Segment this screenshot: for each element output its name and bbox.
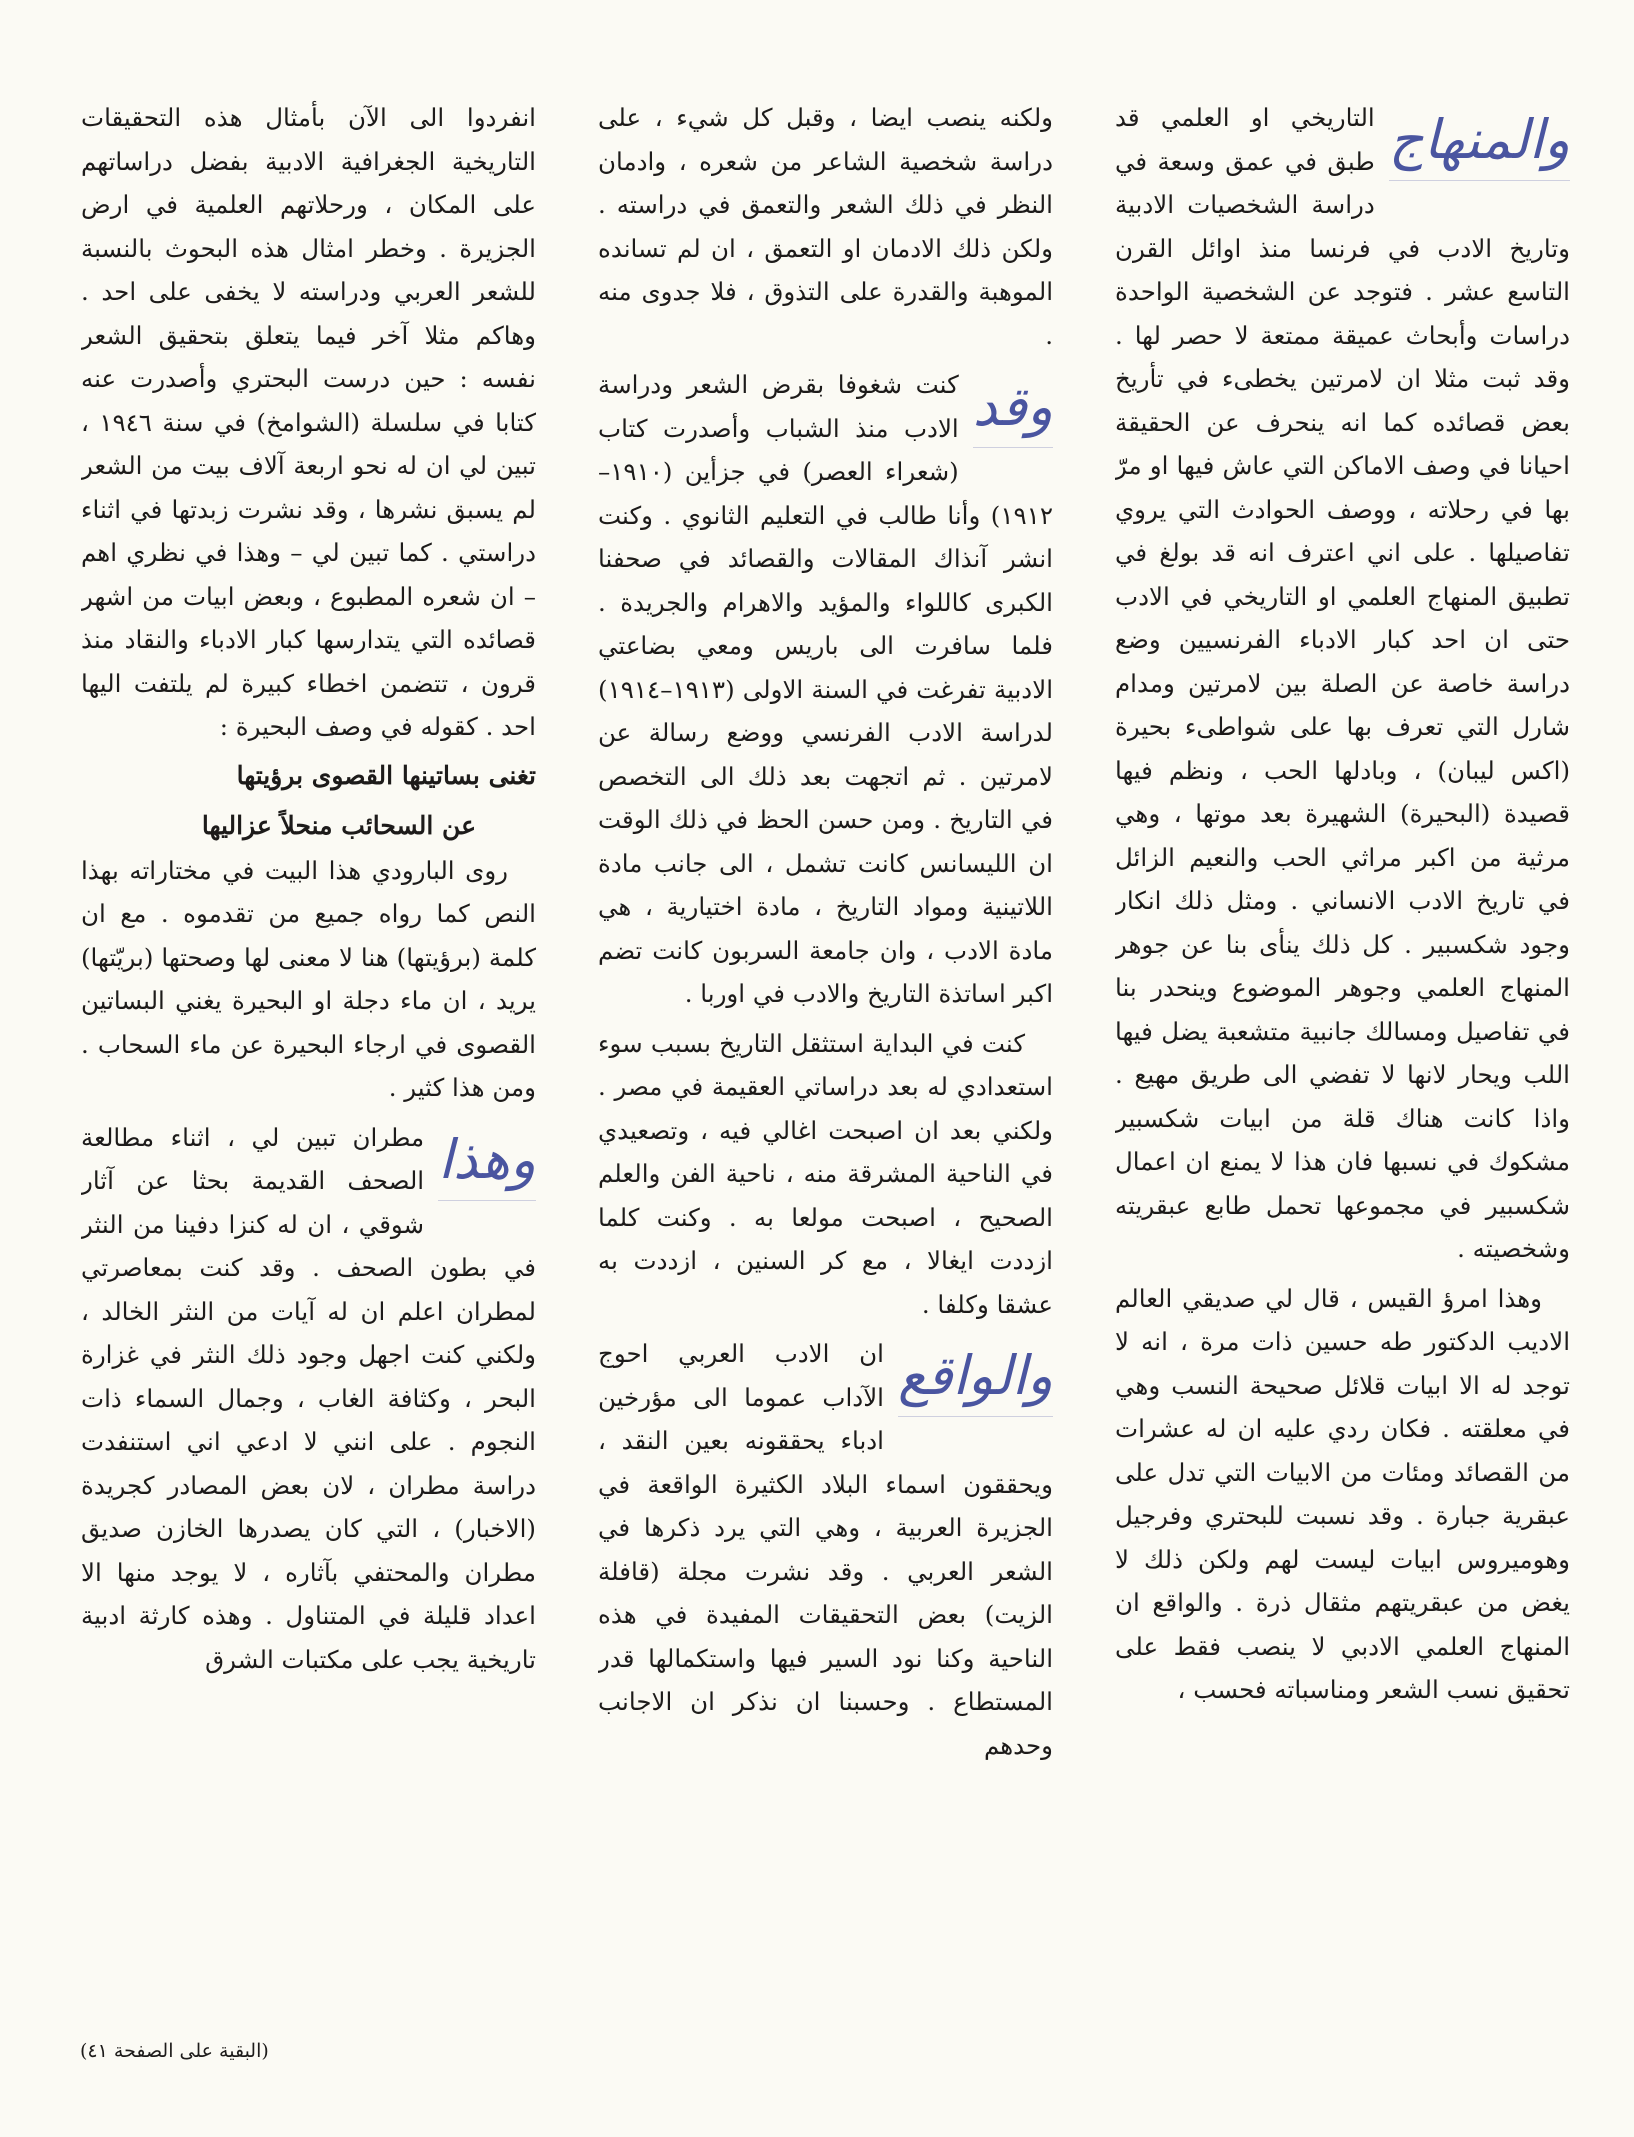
paragraph-text: وهذا امرؤ القيس ، قال لي صديقي العالم الاديب الدكتور طه حسين ذات مرة ، انه لا توجد له الا ابيات قلائل صحيحة النسب وهي في معلقته . فكان ردي عليه ان له عشرات من القصائد ومئات من الابيات التي تدل على عبقرية جبارة . وقد نسبت للبحتري وفرجيل وهوميروس ابيات ليست لهم ولكن ذلك لا يغض من عبقريتهم مثقال ذرة . والواقع ان المنهاج العلمي الادبي لا ينصب فقط على تحقيق نسب الشعر ومناسباته فحسب ،: [1115, 1283, 1570, 1704]
column-left: [81, 96, 536, 2076]
decorative-lead-word: والواقع: [898, 1336, 1053, 1417]
poem-verse-first-hemistich: تغنى بساتينها القصوى برؤيتها: [236, 760, 536, 790]
column-right: [1115, 96, 1570, 2076]
paragraph: [598, 96, 1053, 357]
paragraph: [598, 363, 1053, 1016]
paragraph: [81, 849, 536, 1110]
paragraph: [598, 1022, 1053, 1327]
paragraph-text: التاريخي او العلمي قد طبق في عمق وسعة في دراسة الشخصيات الادبية وتاريخ الادب في فرنسا منذ اوائل القرن التاسع عشر . فتوجد عن الشخصية الواحدة دراسات وأبحاث عميقة ممتعة لا حصر لها . وقد ثبت مثلا ان لامرتين يخطىء في تأريخ بعض قصائده كما انه ينحرف عن الحقيقة احيانا في وصف الاماكن التي عاش فيها او مرّ بها في رحلاته ، ووصف الحوادث التي يروي تفاصيلها . على اني اعترف انه قد بولغ في تطبيق المنهاج العلمي او التاريخي في الادب حتى ان احد كبار الادباء الفرنسيين وضع دراسة خاصة عن الصلة بين لامرتين ومدام شارل التي تعرف بها على شواطىء بحيرة (اكس ليبان) ، وبادلها الحب ، ونظم فيها قصيدة (البحيرة) الشهيرة بعد موتها ، وهي مرثية من اكبر مراثي الحب والنعيم الزائل في تاريخ الادب الانساني . ومثل ذلك انكار وجود شكسبير . كل ذلك ينأى بنا عن جوهر المنهاج العلمي وجوهر الموضوع وينحدر بنا في تفاصيل ومسالك جانبية متشعبة يضل فيها اللب ويحار لانها لا تفضي الى طريق مهيع . واذا كانت هناك قلة من ابيات شكسبير مشكوك في نسبها فان هذا لا يمنع ان اعمال شكسبير في مجموعها تحمل طابع عبقريته وشخصيته .: [1115, 103, 1570, 1263]
paragraph-text: روى البارودي هذا البيت في مختاراته بهذا النص كما رواه جميع من تقدموه . مع ان كلمة (برؤيتها) هنا لا معنى لها وصحتها (بريّتها) يريد ، ان ماء دجلة او البحيرة يغني البساتين القصوى في ارجاء البحيرة عن ماء السحاب . ومن هذا كثير .: [81, 855, 536, 1102]
paragraph-text: كنت في البداية استثقل التاريخ بسبب سوء استعدادي له بعد دراساتي العقيمة في مصر . ولكني بعد ان اصبحت اغالي فيه ، وتصعيدي في الناحية المشرقة منه ، ناحية الفن والعلم الصحيح ، اصبحت مولعا به . وكنت كلما ازددت ايغالا ، مع كر السنين ، ازددت به عشقا وكلفا .: [598, 1028, 1053, 1319]
paragraph-text: كنت شغوفا بقرض الشعر ودراسة الادب منذ الشباب وأصدرت كتاب (شعراء العصر) في جزأين (١٩١٠–١٩١٢) وأنا طالب في التعليم الثانوي . وكنت انشر آنذاك المقالات والقصائد في صحفنا الكبرى كاللواء والمؤيد والاهرام والجريدة . فلما سافرت الى باريس ومعي بضاعتي الادبية تفرغت في السنة الاولى (١٩١٣–١٩١٤) لدراسة الادب الفرنسي ووضع رسالة عن لامرتين . ثم اتجهت بعد ذلك الى التخصص في التاريخ . ومن حسن الحظ في ذلك الوقت ان الليسانس كانت تشمل ، الى جانب مادة اللاتينية ومواد التاريخ ، مادة اختيارية ، هي مادة الادب ، وان جامعة السربون كانت تضم اكبر اساتذة التاريخ والادب في اوربا .: [598, 370, 1053, 1008]
article-body: [80, 96, 1570, 2076]
paragraph: [1115, 1277, 1570, 1712]
paragraph-text: ان الادب العربي احوج الآداب عموما الى مؤرخين ادباء يحققونه بعين النقد ، ويحققون اسماء البلاد الكثيرة الواقعة في الجزيرة العربية ، وهي التي يرد ذكرها في الشعر العربي . وقد نشرت مجلة (قافلة الزيت) بعض التحقيقات المفيدة في هذه الناحية وكنا نود السير فيها واستكمالها قدر المستطاع . وحسبنا ان نذكر ان الاجانب وحدهم: [598, 1339, 1053, 1760]
poem-verse-second-hemistich: عن السحائب منحلاً عزاليها: [201, 810, 476, 840]
decorative-lead-word: وقد: [973, 367, 1053, 448]
decorative-lead-word: وهذا: [438, 1120, 536, 1201]
paragraph: [81, 1116, 536, 1682]
continuation-note: (البقية على الصفحة ٤١): [80, 2040, 269, 2062]
paragraph: [1115, 96, 1570, 1271]
paragraph: [81, 96, 536, 749]
paragraph-text: انفردوا الى الآن بأمثال هذه التحقيقات التاريخية الجغرافية الادبية بفضل دراساتهم على المكان ، ورحلاتهم العلمية في ارض الجزيرة . وخطر امثال هذه البحوث بالنسبة للشعر العربي ودراسته لا يخفى على احد . وهاكم مثلا آخر فيما يتعلق بتحقيق الشعر نفسه : حين درست البحتري وأصدرت عنه كتابا في سلسلة (الشوامخ) في سنة ١٩٤٦ ، تبين لي ان له نحو اربعة آلاف بيت من الشعر لم يسبق نشرها ، وقد نشرت زبدتها في اثناء دراستي . كما تبين لي – وهذا في نظري اهم – ان شعره المطبوع ، وبعض ابيات من اشهر قصائده التي يتدارسها كبار الادباء والنقاد منذ قرون ، تتضمن اخطاء كبيرة لم يلتفت اليها احد . كقوله في وصف البحيرة :: [81, 103, 536, 741]
paragraph-text: ولكنه ينصب ايضا ، وقبل كل شيء ، على دراسة شخصية الشاعر من شعره ، وادمان النظر في ذلك الشعر والتعمق في دراسته . ولكن ذلك الادمان او التعمق ، ان لم تسانده الموهبة والقدرة على التذوق ، فلا جدوى منه .: [598, 103, 1053, 350]
decorative-lead-word: والمنهاج: [1389, 100, 1570, 181]
paragraph-text: مطران تبين لي ، اثناء مطالعة الصحف القديمة بحثا عن آثار شوقي ، ان له كنزا دفينا من النثر في بطون الصحف . وقد كنت بمعاصرتي لمطران اعلم ان له آيات من النثر الخالد ، ولكني كنت اجهل وجود ذلك النثر في غزارة البحر ، وكثافة الغاب ، وجمال السماء ذات النجوم . على انني لا ادعي اني استنفدت دراسة مطران ، لان بعض المصادر كجريدة (الاخبار) ، التي كان يصدرها الخازن صديق مطران والمحتفي بآثاره ، لا يوجد منها الا اعداد قليلة في المتناول . وهذه كارثة ادبية تاريخية يجب على مكتبات الشرق: [81, 1122, 536, 1674]
paragraph: [598, 1332, 1053, 1767]
column-middle: [598, 96, 1053, 2076]
